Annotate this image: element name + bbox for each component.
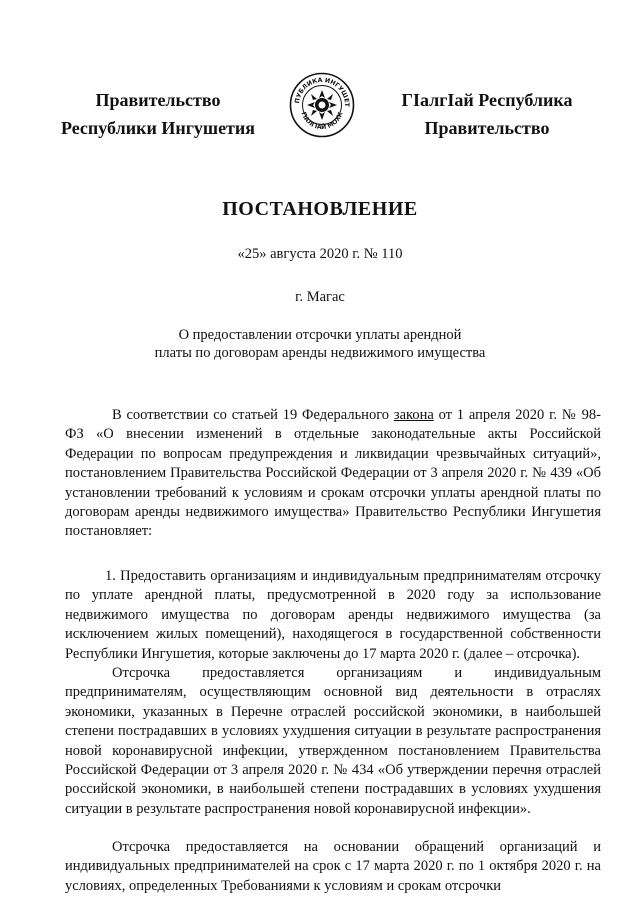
header-right-line1: ГIалгIай Республика [401,90,573,110]
document-date: «25» августа 2020 г. № 110 [237,246,403,262]
header-left [38,86,278,142]
paragraph-1 [65,567,601,664]
subject-line1: О предоставлении отсрочки уплаты арендной [178,327,462,343]
emblem-top-text: ПУБЛИКА ИНГУШЕТ [293,76,351,107]
header-right [372,86,602,142]
emblem-bottom-text: ГIАЛГIАЙ МОХК [299,111,345,132]
header-left-line1: Правительство [95,90,221,110]
paragraph-preamble [65,406,601,542]
law-link[interactable]: закона [393,407,434,423]
paragraph-3 [65,838,601,896]
header-right-line2: Правительство [424,118,550,138]
header-left-line2: Республики Ингушетия [60,118,256,138]
emblem-seal [289,72,355,138]
emblem-icon [289,72,355,138]
document-subject [0,326,640,362]
preamble-text-end: от 1 апреля 2020 г. № 98-ФЗ «О внесении изменений в отдельные законодательные акты Российской Федерации по вопросам предупреждения и ликвидации чрезвычайных ситуаций», постановлением Правительства Российской Федерации от 3 апреля 2020 г. № 439 «Об установлении требований к условиям и срокам отсрочки уплаты арендной платы по договорам аренды недвижимого имущества» Правительство Республики Ингушетия постановляет: [65,407,602,540]
paragraph-2 [65,664,601,819]
subject-line2: платы по договорам аренды недвижимого имущества [154,345,486,361]
preamble-text-start: В соответствии со статьей 19 Федерального [112,407,394,423]
paragraph-1-text: 1. Предоставить организациям и индивидуальным предпринимателям отсрочку по уплате арендной платы, предусмотренной в 2020 году за использование недвижимого имущества по договорам аренды недвижимого имущества (за исключением жилых помещений), находящегося в государственной собственности Республики Ингушетия, которые заключены до 17 марта 2020 г. (далее – отсрочка). [65,568,601,662]
document-title: ПОСТАНОВЛЕНИЕ [222,198,418,220]
paragraph-3-text: Отсрочка предоставляется на основании обращений организаций и индивидуальных предпринимателей на срок с 17 марта 2020 г. по 1 октября 2020 г. на условиях, определенных Требованиями к условиям и срокам отсрочки [65,839,601,894]
document-city: г. Магас [295,289,345,305]
paragraph-2-text: Отсрочка предоставляется организациям и индивидуальным предпринимателям, осуществляющим основной вид деятельности в отраслях экономики, указанных в Перечне отраслей российской экономики, в наибольшей степени пострадавших в условиях ухудшения ситуации в результате распространения новой коронавирусной инфекции, утвержденном постановлением Правительства Российской Федерации от 3 апреля 2020 г. № 434 «Об утверждении перечня отраслей российской экономики, в наибольшей степени пострадавших в условиях ухудшения ситуации в результате распространения новой коронавирусной инфекции». [65,665,601,817]
